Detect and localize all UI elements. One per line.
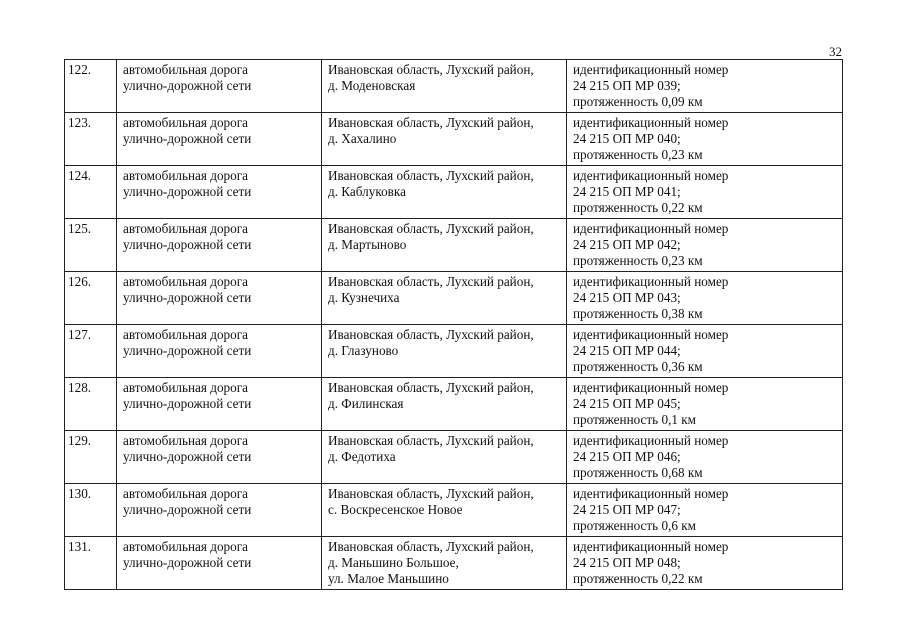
road-info-line: протяженность 0,09 км <box>573 94 703 109</box>
road-type-line: улично-дорожной сети <box>123 290 252 305</box>
road-location-line: д. Хахалино <box>328 131 397 146</box>
row-number: 126. <box>68 274 92 289</box>
road-location-line: Ивановская область, Лухский район, <box>328 539 534 554</box>
road-info-line: 24 215 ОП МР 046; <box>573 449 681 464</box>
road-type-cell <box>117 537 322 590</box>
road-location-line: Ивановская область, Лухский район, <box>328 380 534 395</box>
row-number: 128. <box>68 380 92 395</box>
road-info-line: идентификационный номер <box>573 539 729 554</box>
row-number-cell <box>65 166 117 219</box>
road-location-line: Ивановская область, Лухский район, <box>328 221 534 236</box>
road-info-line: протяженность 0,36 км <box>573 359 703 374</box>
row-number-cell <box>65 537 117 590</box>
road-info-cell <box>567 219 843 272</box>
road-location-cell <box>322 166 567 219</box>
road-info-line: идентификационный номер <box>573 433 729 448</box>
table-row <box>65 537 843 590</box>
road-location-cell <box>322 219 567 272</box>
road-type-line: улично-дорожной сети <box>123 237 252 252</box>
road-info-line: идентификационный номер <box>573 62 729 77</box>
road-info-cell <box>567 113 843 166</box>
road-info-line: идентификационный номер <box>573 380 729 395</box>
row-number-cell <box>65 484 117 537</box>
table-row <box>65 325 843 378</box>
road-location-cell <box>322 537 567 590</box>
road-type-line: автомобильная дорога <box>123 221 249 236</box>
road-info-line: 24 215 ОП МР 042; <box>573 237 681 252</box>
road-info-line: 24 215 ОП МР 039; <box>573 78 681 93</box>
road-location-cell <box>322 325 567 378</box>
road-info-line: протяженность 0,22 км <box>573 200 703 215</box>
road-info-cell <box>567 537 843 590</box>
table-row <box>65 219 843 272</box>
road-info-cell <box>567 60 843 113</box>
road-type-line: улично-дорожной сети <box>123 396 252 411</box>
road-type-cell <box>117 484 322 537</box>
row-number: 122. <box>68 62 92 77</box>
table-row <box>65 166 843 219</box>
road-type-line: автомобильная дорога <box>123 274 249 289</box>
road-info-line: протяженность 0,22 км <box>573 571 703 586</box>
table-row <box>65 484 843 537</box>
road-location-line: д. Моденовская <box>328 78 416 93</box>
road-info-cell <box>567 272 843 325</box>
row-number: 129. <box>68 433 92 448</box>
row-number-cell <box>65 60 117 113</box>
row-number-cell <box>65 113 117 166</box>
road-type-cell <box>117 378 322 431</box>
road-location-line: Ивановская область, Лухский район, <box>328 168 534 183</box>
row-number: 131. <box>68 539 92 554</box>
road-info-line: 24 215 ОП МР 048; <box>573 555 681 570</box>
road-info-line: идентификационный номер <box>573 327 729 342</box>
road-location-line: Ивановская область, Лухский район, <box>328 62 534 77</box>
road-type-cell <box>117 113 322 166</box>
road-info-line: протяженность 0,6 км <box>573 518 697 533</box>
road-type-cell <box>117 166 322 219</box>
road-info-line: идентификационный номер <box>573 486 729 501</box>
road-location-line: д. Филинская <box>328 396 404 411</box>
road-type-line: автомобильная дорога <box>123 539 249 554</box>
road-info-line: протяженность 0,1 км <box>573 412 697 427</box>
road-type-cell <box>117 219 322 272</box>
road-type-line: улично-дорожной сети <box>123 131 252 146</box>
road-info-line: протяженность 0,23 км <box>573 147 703 162</box>
road-location-line: Ивановская область, Лухский район, <box>328 115 534 130</box>
page-number: 32 <box>829 44 842 59</box>
road-type-line: автомобильная дорога <box>123 327 249 342</box>
table-row <box>65 272 843 325</box>
road-info-cell <box>567 325 843 378</box>
row-number: 125. <box>68 221 92 236</box>
road-location-line: д. Каблуковка <box>328 184 406 199</box>
row-number: 123. <box>68 115 92 130</box>
row-number: 124. <box>68 168 92 183</box>
row-number-cell <box>65 272 117 325</box>
road-type-line: улично-дорожной сети <box>123 555 252 570</box>
road-location-cell <box>322 272 567 325</box>
road-info-cell <box>567 484 843 537</box>
road-info-line: 24 215 ОП МР 045; <box>573 396 681 411</box>
road-type-line: автомобильная дорога <box>123 380 249 395</box>
row-number-cell <box>65 325 117 378</box>
road-info-line: протяженность 0,68 км <box>573 465 703 480</box>
road-info-line: протяженность 0,23 км <box>573 253 703 268</box>
table-row <box>65 378 843 431</box>
road-info-line: 24 215 ОП МР 044; <box>573 343 681 358</box>
row-number: 130. <box>68 486 92 501</box>
road-info-line: 24 215 ОП МР 040; <box>573 131 681 146</box>
road-info-line: идентификационный номер <box>573 221 729 236</box>
road-type-line: автомобильная дорога <box>123 115 249 130</box>
road-location-line: д. Кузнечиха <box>328 290 400 305</box>
road-info-line: 24 215 ОП МР 041; <box>573 184 681 199</box>
road-info-cell <box>567 431 843 484</box>
road-location-line: Ивановская область, Лухский район, <box>328 433 534 448</box>
road-location-line: Ивановская область, Лухский район, <box>328 327 534 342</box>
road-info-line: 24 215 ОП МР 043; <box>573 290 681 305</box>
row-number-cell <box>65 219 117 272</box>
road-type-cell <box>117 325 322 378</box>
table-row <box>65 113 843 166</box>
road-location-line: д. Мартыново <box>328 237 407 252</box>
road-location-line: д. Глазуново <box>328 343 399 358</box>
road-type-line: улично-дорожной сети <box>123 449 252 464</box>
road-type-line: автомобильная дорога <box>123 168 249 183</box>
road-location-cell <box>322 431 567 484</box>
table-body <box>65 60 843 590</box>
road-type-cell <box>117 272 322 325</box>
road-type-line: автомобильная дорога <box>123 433 249 448</box>
road-type-line: улично-дорожной сети <box>123 184 252 199</box>
road-type-line: автомобильная дорога <box>123 62 249 77</box>
row-number: 127. <box>68 327 92 342</box>
road-location-cell <box>322 378 567 431</box>
road-location-cell <box>322 484 567 537</box>
roads-table <box>64 59 843 590</box>
road-location-line: ул. Малое Маньшино <box>328 571 449 586</box>
table-row <box>65 60 843 113</box>
road-type-line: улично-дорожной сети <box>123 78 252 93</box>
road-info-cell <box>567 378 843 431</box>
road-type-cell <box>117 60 322 113</box>
road-type-line: улично-дорожной сети <box>123 502 252 517</box>
road-info-line: идентификационный номер <box>573 115 729 130</box>
road-info-line: идентификационный номер <box>573 168 729 183</box>
road-type-line: улично-дорожной сети <box>123 343 252 358</box>
road-location-cell <box>322 60 567 113</box>
road-info-line: протяженность 0,38 км <box>573 306 703 321</box>
road-info-cell <box>567 166 843 219</box>
road-location-line: д. Маньшино Большое, <box>328 555 459 570</box>
table-row <box>65 431 843 484</box>
road-info-line: 24 215 ОП МР 047; <box>573 502 681 517</box>
road-type-line: автомобильная дорога <box>123 486 249 501</box>
road-type-cell <box>117 431 322 484</box>
road-location-line: Ивановская область, Лухский район, <box>328 274 534 289</box>
road-location-cell <box>322 113 567 166</box>
road-info-line: идентификационный номер <box>573 274 729 289</box>
road-location-line: Ивановская область, Лухский район, <box>328 486 534 501</box>
road-location-line: с. Воскресенское Новое <box>328 502 463 517</box>
road-location-line: д. Федотиха <box>328 449 396 464</box>
row-number-cell <box>65 378 117 431</box>
row-number-cell <box>65 431 117 484</box>
